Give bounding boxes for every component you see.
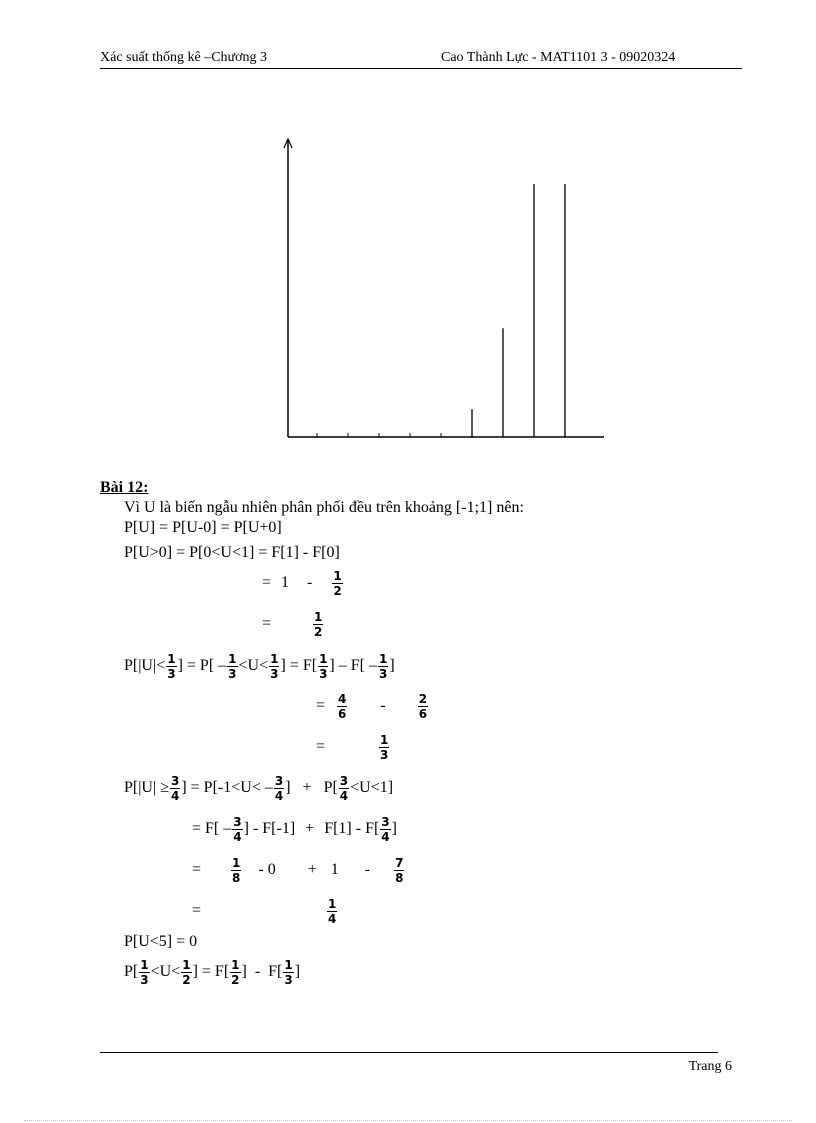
fraction: $\frac{1}{3}$: [140, 958, 149, 987]
fraction: $\frac{1}{3}$: [284, 958, 293, 987]
eq-line-6: = $\frac{4}{6}$ - $\frac{2}{6}$: [316, 692, 428, 721]
fraction: $\frac{1}{3}$: [380, 733, 389, 762]
fraction: $\frac{1}{3}$: [378, 652, 388, 681]
fraction: $\frac{1}{3}$: [228, 652, 237, 681]
fraction: $\frac{2}{6}$: [418, 692, 428, 721]
fraction: $\frac{3}{4}$: [233, 815, 242, 844]
page-edge-dots: [24, 1120, 792, 1121]
eq-line-11: = $\frac{1}{4}$: [192, 897, 337, 926]
footer-rule: [100, 1052, 718, 1053]
eq-line-3: = 1 - $\frac{1}{2}$: [262, 569, 342, 598]
eq-line-12: P[U<5] = 0: [124, 933, 198, 950]
fraction: $\frac{1}{2}$: [231, 958, 240, 987]
fraction: $\frac{1}{3}$: [270, 652, 279, 681]
chart-axes: [284, 139, 604, 437]
fraction: $\frac{1}{3}$: [319, 652, 328, 681]
fraction: $\frac{4}{6}$: [338, 692, 347, 721]
fraction: $\frac{1}{2}$: [333, 569, 342, 598]
eq-line-10: = $\frac{1}{8}$ - 0 + 1 - $\frac{7}{8}$: [192, 856, 404, 885]
page-number: Trang 6: [688, 1059, 732, 1074]
fraction: $\frac{1}{2}$: [182, 958, 191, 987]
chart-bars: [472, 184, 565, 437]
eq-line-5: P[|U|< $\frac{1}{3}$ ] = P[ – $\frac{1}{3}$ <U< $\frac{1}{3}$ ] = F[ $\frac{1}{3}$ ] – F[ – $\frac{1}{3}$ ]: [124, 652, 395, 681]
fraction: $\frac{3}{4}$: [339, 774, 349, 803]
eq-line-9: = F[ – $\frac{3}{4}$ ] - F[-1] + F[1] - F[ $\frac{3}{4}$ ]: [192, 815, 397, 844]
problem-title: Bài 12:: [100, 479, 149, 496]
stick-chart: [0, 0, 816, 460]
fraction: $\frac{1}{8}$: [232, 856, 241, 885]
eq-line-1: P[U] = P[U-0] = P[U+0]: [124, 519, 282, 536]
fraction: $\frac{1}{3}$: [167, 652, 176, 681]
header-left: Xác suất thống kê –Chương 3: [100, 50, 268, 65]
eq-line-7: = $\frac{1}{3}$: [316, 733, 389, 762]
fraction: $\frac{3}{4}$: [274, 774, 284, 803]
fraction: $\frac{1}{2}$: [314, 610, 323, 639]
fraction: $\frac{7}{8}$: [395, 856, 404, 885]
problem-intro: Vì U là biến ngẫu nhiên phân phối đều trên khoảng [-1;1] nên:: [124, 499, 524, 516]
eq-line-8: P[|U| ≥ $\frac{3}{4}$ ] = P[-1<U< – $\frac{3}{4}$ ] + P[ $\frac{3}{4}$ <U<1]: [124, 774, 394, 803]
fraction: $\frac{1}{4}$: [328, 897, 337, 926]
eq-line-2: P[U>0] = P[0<U<1] = F[1] - F[0]: [124, 544, 340, 561]
eq-line-4: = $\frac{1}{2}$: [262, 610, 323, 639]
fraction: $\frac{3}{4}$: [381, 815, 390, 844]
fraction: $\frac{3}{4}$: [170, 774, 180, 803]
eq-line-13: P[ $\frac{1}{3}$ <U< $\frac{1}{2}$ ] = F[ $\frac{1}{2}$ ] - F[ $\frac{1}{3}$ ]: [124, 958, 301, 987]
header-right: Cao Thành Lực - MAT1101 3 - 09020324: [441, 50, 676, 65]
